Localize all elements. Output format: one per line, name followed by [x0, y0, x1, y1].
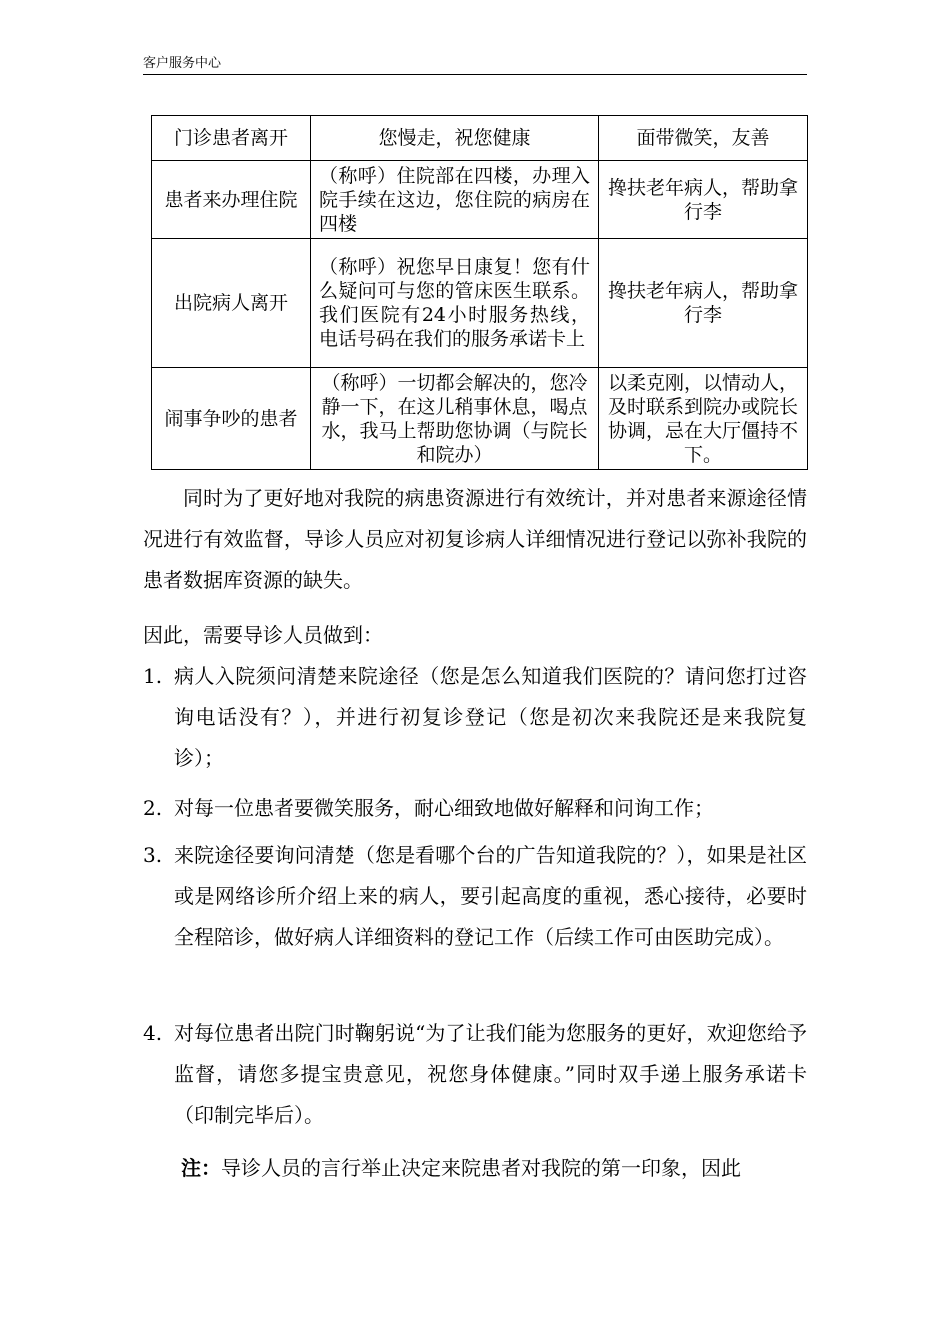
situation-cell: 门诊患者离开	[152, 116, 311, 161]
lead-paragraph: 因此，需要导诊人员做到：	[143, 623, 383, 647]
situation-cell: 出院病人离开	[152, 239, 311, 368]
situation-cell: 患者来办理住院	[152, 161, 311, 239]
list-number: 4.	[143, 1021, 163, 1045]
table-row	[152, 116, 808, 161]
action-cell: 搀扶老年病人，帮助拿行李	[599, 161, 808, 239]
list-text: 来院途径要询问清楚（您是看哪个台的广告知道我院的？），如果是社区或是网络诊所介绍上来的病人，要引起高度的重视，悉心接待，必要时全程陪诊，做好病人详细资料的登记工作（后续工作可由医助完成）。	[174, 843, 807, 949]
phrase-cell: （称呼）一切都会解决的，您冷静一下，在这儿稍事休息，喝点水，我马上帮助您协调（与院长和院办）	[311, 368, 599, 470]
note-text: 导诊人员的言行举止决定来院患者对我院的第一印象，因此	[221, 1156, 741, 1180]
situation-cell: 闹事争吵的患者	[152, 368, 311, 470]
list-number: 1.	[143, 664, 163, 688]
table-row	[152, 239, 808, 368]
note-paragraph	[143, 1148, 807, 1189]
list-text: 对每一位患者要微笑服务，耐心细致地做好解释和问询工作；	[174, 796, 714, 820]
list-text: 病人入院须问清楚来院途径（您是怎么知道我们医院的？请问您打过咨询电话没有？），并进行初复诊登记（您是初次来我院还是来我院复诊）；	[174, 664, 807, 770]
action-cell: 搀扶老年病人，帮助拿行李	[599, 239, 808, 368]
table-row	[152, 368, 808, 470]
table-row	[152, 161, 808, 239]
list-text: 对每位患者出院门时鞠躬说“为了让我们能为您服务的更好，欢迎您给予监督，请您多提宝贵意见，祝您身体健康。”同时双手递上服务承诺卡（印制完毕后）。	[174, 1021, 807, 1127]
note-label: 注：	[181, 1156, 221, 1180]
list-number: 3.	[143, 843, 163, 867]
intro-paragraph: 同时为了更好地对我院的病患资源进行有效统计，并对患者来源途径情况进行有效监督，导诊人员应对初复诊病人详细情况进行登记以弥补我院的患者数据库资源的缺失。	[143, 486, 807, 592]
phrase-cell: （称呼）住院部在四楼，办理入院手续在这边，您住院的病房在四楼	[311, 161, 599, 239]
list-number: 2.	[143, 796, 163, 820]
service-table	[151, 115, 808, 470]
page-header: 客户服务中心	[143, 56, 222, 71]
header-divider	[143, 74, 807, 75]
action-cell: 面带微笑，友善	[599, 116, 808, 161]
phrase-cell: （称呼）祝您早日康复！您有什么疑问可与您的管床医生联系。我们医院有24小时服务热线，电话号码在我们的服务承诺卡上	[311, 239, 599, 368]
phrase-cell: 您慢走，祝您健康	[311, 116, 599, 161]
action-cell: 以柔克刚，以情动人，及时联系到院办或院长协调，忌在大厅僵持不下。	[599, 368, 808, 470]
